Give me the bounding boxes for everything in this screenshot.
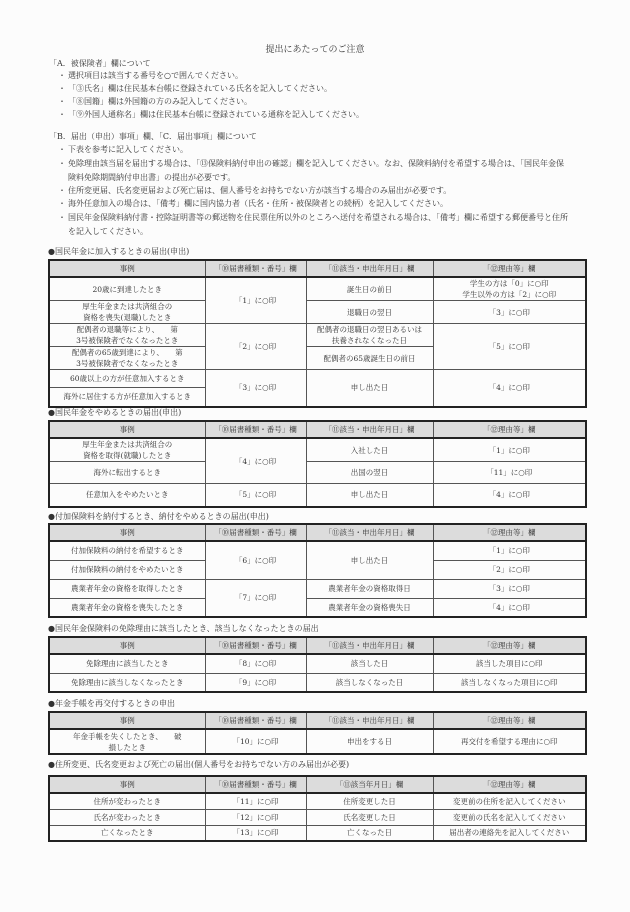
- section-a-bullet: ・ 「⑧国籍」欄は外国籍の方のみ記入してください。: [58, 97, 252, 106]
- reason-cell: 学生の方は「0」に○印 学生以外の方は「2」に○印: [433, 277, 586, 301]
- case-cell: 氏名が変わったとき: [49, 809, 205, 825]
- header-date: 「⑪該当・申出年月日」欄: [306, 524, 433, 541]
- date-cell: 農業者年金の資格取得日: [306, 579, 433, 598]
- reason-cell: 「5」に○印: [433, 324, 586, 370]
- case-cell: 海外に居住する方が任意加入するとき: [49, 388, 205, 407]
- reason-cell: 「1」に○印: [433, 541, 586, 560]
- reason-cell: 再交付を希望する理由に○印: [433, 729, 586, 754]
- section-a-bullet: ・ 選択項目は該当する番号を○で囲んでください。: [58, 71, 243, 80]
- header-case: 事例: [49, 260, 205, 277]
- table-row: [49, 277, 586, 301]
- header-reason: 「⑫理由等」欄: [433, 524, 586, 541]
- section-a-bullet: ・ 「③氏名」欄は住民基本台帳に登録されている氏名を記入してください。: [58, 84, 332, 93]
- form-cell: 「3」に○印: [205, 370, 306, 407]
- reason-cell: 変更前の氏名を記入してください: [433, 809, 586, 825]
- table-row: [49, 324, 586, 347]
- form-cell: 「4」に○印: [205, 438, 306, 484]
- table-change: [48, 775, 587, 842]
- header-case: 事例: [49, 524, 205, 541]
- date-cell: 亡くなった日: [306, 825, 433, 841]
- date-cell: 該当した日: [306, 654, 433, 673]
- table-additional: [48, 523, 587, 618]
- table-caption-change: ●住所変更、氏名変更および死亡の届出(個人番号をお持ちでない方のみ届出が必要): [48, 760, 350, 769]
- case-cell: 配偶者の65歳到達により、 第 3号被保険者でなくなったとき: [49, 347, 205, 370]
- table-row: [49, 793, 586, 809]
- table-caption-enroll: ●国民年金に加入するときの届出(申出): [48, 247, 190, 256]
- form-cell: 「13」に○印: [205, 825, 306, 841]
- case-cell: 海外に転出するとき: [49, 462, 205, 484]
- case-cell: 付加保険料の納付を希望するとき: [49, 541, 205, 560]
- case-cell: 厚生年金または共済組合の 資格を取得(就職)したとき: [49, 438, 205, 462]
- table-row: [49, 673, 586, 692]
- header-reason: 「⑫理由等」欄: [433, 776, 586, 793]
- table-caption-exemption: ●国民年金保険料の免除理由に該当したとき、該当しなくなったときの届出: [48, 624, 319, 633]
- date-cell: 農業者年金の資格喪失日: [306, 598, 433, 617]
- header-case: 事例: [49, 776, 205, 793]
- reason-cell: 「4」に○印: [433, 484, 586, 507]
- header-form: 「⑩届書種類・番号」欄: [205, 421, 306, 438]
- form-cell: 「6」に○印: [205, 541, 306, 579]
- table-reissue: [48, 711, 587, 755]
- header-date: 「⑪該当・申出年月日」欄: [306, 712, 433, 729]
- section-b-bullet: ・ 海外任意加入の場合は、「備考」欄に国内協力者（氏名・住所・被保険者との続柄）を記入してください。: [58, 199, 448, 208]
- date-cell: 出国の翌日: [306, 462, 433, 484]
- reason-cell: 「3」に○印: [433, 579, 586, 598]
- case-cell: 厚生年金または共済組合の 資格を喪失(退職)したとき: [49, 301, 205, 324]
- section-b-bullet: ・ 下表を参考に記入してください。: [58, 145, 188, 154]
- section-a-bullet: ・ 「⑨外国人通称名」欄は住民基本台帳に登録されている通称を記入してください。: [58, 110, 364, 119]
- case-cell: 付加保険料の納付をやめたいとき: [49, 560, 205, 579]
- header-form: 「⑩届書種類・番号」欄: [205, 776, 306, 793]
- date-cell: 入社した日: [306, 438, 433, 462]
- case-cell: 住所が変わったとき: [49, 793, 205, 809]
- header-reason: 「⑫理由等」欄: [433, 260, 586, 277]
- page-title: 提出にあたってのご注意: [265, 45, 365, 55]
- date-cell: 申出をする日: [306, 729, 433, 754]
- table-row: [49, 579, 586, 598]
- reason-cell: 「2」に○印: [433, 560, 586, 579]
- case-cell: 農業者年金の資格を喪失したとき: [49, 598, 205, 617]
- header-form: 「⑩届書種類・番号」欄: [205, 712, 306, 729]
- table-row: [49, 825, 586, 841]
- table-row: [49, 484, 586, 507]
- table-row: [49, 541, 586, 560]
- reason-cell: 該当した項目に○印: [433, 654, 586, 673]
- case-cell: 免除理由に該当したとき: [49, 654, 205, 673]
- case-cell: 任意加入をやめたいとき: [49, 484, 205, 507]
- form-cell: 「2」に○印: [205, 324, 306, 370]
- table-row: [49, 462, 586, 484]
- table-row: [49, 654, 586, 673]
- header-reason: 「⑫理由等」欄: [433, 421, 586, 438]
- reason-cell: 「4」に○印: [433, 598, 586, 617]
- section-b-bullet: ・ 国民年金保険料納付書・控除証明書等の郵送物を住民票住所以外のところへ送付を希望される場合は、「備考」欄に希望する郵便番号と住所 を記入してください。: [58, 213, 568, 236]
- reason-cell: 「4」に○印: [433, 370, 586, 407]
- table-exemption: [48, 636, 587, 693]
- case-cell: 60歳以上の方が任意加入するとき: [49, 370, 205, 388]
- form-cell: 「12」に○印: [205, 809, 306, 825]
- case-cell: 農業者年金の資格を取得したとき: [49, 579, 205, 598]
- header-form: 「⑩届書種類・番号」欄: [205, 637, 306, 654]
- table-withdraw: [48, 420, 587, 508]
- form-cell: 「1」に○印: [205, 277, 306, 324]
- form-cell: 「9」に○印: [205, 673, 306, 692]
- header-reason: 「⑫理由等」欄: [433, 637, 586, 654]
- header-date: 「⑪該当・申出年月日」欄: [306, 260, 433, 277]
- section-b-heading: 「B．届出（申出）事項」欄、「C．届出事項」欄について: [49, 132, 257, 141]
- header-date: 「⑪該当・申出年月日」欄: [306, 421, 433, 438]
- date-cell: 申し出た日: [306, 370, 433, 407]
- table-caption-withdraw: ●国民年金をやめるときの届出(申出): [48, 408, 182, 417]
- case-cell: 配偶者の退職等により、 第 3号被保険者でなくなったとき: [49, 324, 205, 347]
- table-caption-reissue: ●年金手帳を再交付するときの申出: [48, 699, 175, 708]
- date-cell: 該当しなくなった日: [306, 673, 433, 692]
- section-b-bullet: ・ 住所変更届、氏名変更届および死亡届は、個人番号をお持ちでない方が該当する場合のみ届出が必要です。: [58, 186, 452, 195]
- reason-cell: 届出者の連絡先を記入してください: [433, 825, 586, 841]
- case-cell: 免除理由に該当しなくなったとき: [49, 673, 205, 692]
- date-cell: 退職日の翌日: [306, 301, 433, 324]
- reason-cell: 「3」に○印: [433, 301, 586, 324]
- table-row: [49, 370, 586, 388]
- date-cell: 配偶者の退職日の翌日あるいは 扶養されなくなった日: [306, 324, 433, 347]
- form-cell: 「7」に○印: [205, 579, 306, 617]
- date-cell: 申し出た日: [306, 484, 433, 507]
- date-cell: 誕生日の前日: [306, 277, 433, 301]
- table-caption-additional: ●付加保険料を納付するとき、納付をやめるときの届出(申出): [48, 512, 269, 521]
- date-cell: 申し出た日: [306, 541, 433, 579]
- case-cell: 20歳に到達したとき: [49, 277, 205, 301]
- header-case: 事例: [49, 637, 205, 654]
- table-enroll: [48, 259, 587, 408]
- header-case: 事例: [49, 421, 205, 438]
- case-cell: 亡くなったとき: [49, 825, 205, 841]
- reason-cell: 変更前の住所を記入してください: [433, 793, 586, 809]
- header-form: 「⑩届書種類・番号」欄: [205, 524, 306, 541]
- date-cell: 氏名変更した日: [306, 809, 433, 825]
- form-cell: 「11」に○印: [205, 793, 306, 809]
- header-reason: 「⑫理由等」欄: [433, 712, 586, 729]
- reason-cell: 「11」に○印: [433, 462, 586, 484]
- header-case: 事例: [49, 712, 205, 729]
- table-row: [49, 438, 586, 462]
- section-a-heading: 「A．被保険者」欄について: [49, 59, 151, 68]
- form-cell: 「5」に○印: [205, 484, 306, 507]
- table-row: [49, 301, 586, 324]
- case-cell: 年金手帳を失くしたとき、 破 損したとき: [49, 729, 205, 754]
- reason-cell: 「1」に○印: [433, 438, 586, 462]
- form-cell: 「10」に○印: [205, 729, 306, 754]
- date-cell: 住所変更した日: [306, 793, 433, 809]
- header-date: 「⑪該当年月日」欄: [306, 776, 433, 793]
- table-row: [49, 598, 586, 617]
- section-b-bullet: ・ 免除理由該当届を届出する場合は、「⑬保険料納付申出の確認」欄を記入してください。なお、保険料納付を希望する場合は、「国民年金保 険料免除期間納付申出書」の提出が必要です。: [58, 159, 564, 182]
- form-cell: 「8」に○印: [205, 654, 306, 673]
- header-form: 「⑩届書種類・番号」欄: [205, 260, 306, 277]
- header-date: 「⑪該当・申出年月日」欄: [306, 637, 433, 654]
- date-cell: 配偶者の65歳誕生日の前日: [306, 347, 433, 370]
- table-row: [49, 729, 586, 754]
- reason-cell: 該当しなくなった項目に○印: [433, 673, 586, 692]
- table-row: [49, 809, 586, 825]
